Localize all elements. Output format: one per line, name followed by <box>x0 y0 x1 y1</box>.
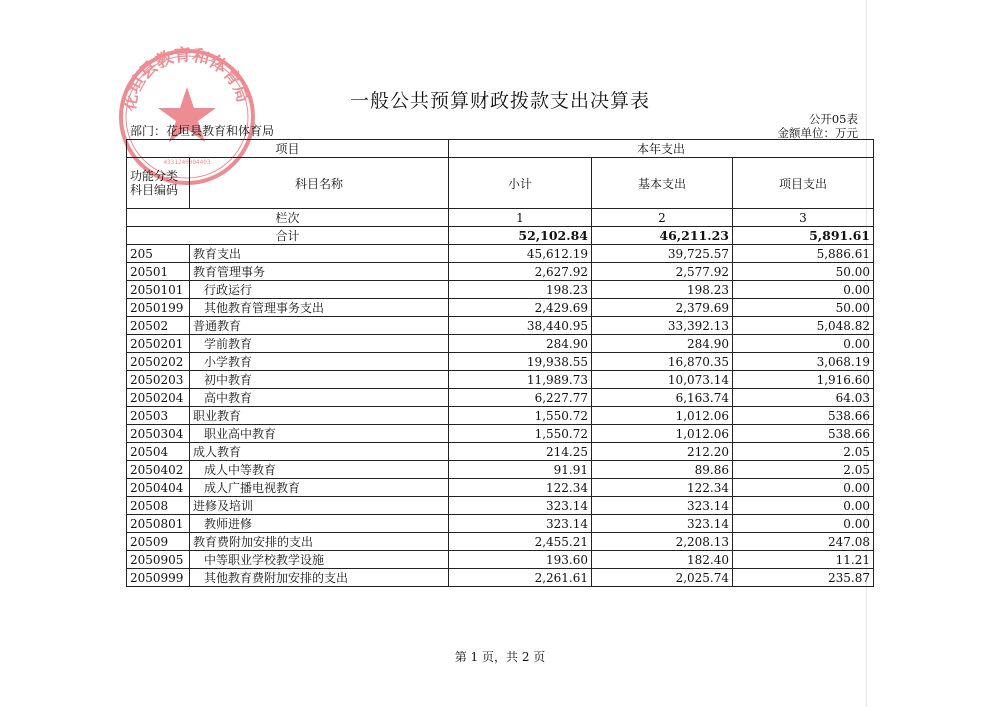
row-subtotal: 284.90 <box>449 335 592 353</box>
total-project: 5,891.61 <box>733 227 874 245</box>
header-func-code-line2: 科目编码 <box>130 183 179 197</box>
page-footer: 第 1 页，共 2 页 <box>454 650 546 664</box>
header-item: 项目 <box>127 140 449 158</box>
row-project: 2.05 <box>733 443 874 461</box>
row-subtotal: 2,429.69 <box>449 299 592 317</box>
table-row <box>127 515 874 533</box>
row-code: 20503 <box>127 407 190 425</box>
row-project: 64.03 <box>733 389 874 407</box>
row-subtotal: 91.91 <box>449 461 592 479</box>
row-project: 0.00 <box>733 515 874 533</box>
row-name: 教育管理事务 <box>190 263 449 281</box>
row-project: 235.87 <box>733 569 874 587</box>
row-subtotal: 6,227.77 <box>449 389 592 407</box>
row-basic: 2,577.92 <box>592 263 733 281</box>
header-project: 项目支出 <box>733 158 874 209</box>
row-basic: 39,725.57 <box>592 245 733 263</box>
header-basic: 基本支出 <box>592 158 733 209</box>
table-row <box>127 425 874 443</box>
row-subtotal: 122.34 <box>449 479 592 497</box>
row-project: 0.00 <box>733 281 874 299</box>
row-name: 进修及培训 <box>190 497 449 515</box>
row-code: 2050402 <box>127 461 190 479</box>
header-subtotal: 小计 <box>449 158 592 209</box>
row-code: 2050905 <box>127 551 190 569</box>
row-project: 247.08 <box>733 533 874 551</box>
row-name: 初中教育 <box>190 371 449 389</box>
department-label: 部门：花垣县教育和体育局 <box>130 124 275 138</box>
row-basic: 1,012.06 <box>592 407 733 425</box>
row-project: 538.66 <box>733 425 874 443</box>
row-subtotal: 323.14 <box>449 515 592 533</box>
header-subject-name: 科目名称 <box>190 158 449 209</box>
row-basic: 6,163.74 <box>592 389 733 407</box>
row-subtotal: 11,989.73 <box>449 371 592 389</box>
row-subtotal: 1,550.72 <box>449 407 592 425</box>
row-name: 中等职业学校教学设施 <box>190 551 449 569</box>
row-name: 成人教育 <box>190 443 449 461</box>
row-name: 行政运行 <box>190 281 449 299</box>
row-code: 2050199 <box>127 299 190 317</box>
table-row <box>127 479 874 497</box>
row-subtotal: 193.60 <box>449 551 592 569</box>
row-code: 20501 <box>127 263 190 281</box>
header-current-year: 本年支出 <box>449 140 874 158</box>
form-meta <box>778 112 859 140</box>
table-row <box>127 335 874 353</box>
row-subtotal: 198.23 <box>449 281 592 299</box>
row-project: 0.00 <box>733 497 874 515</box>
expenditure-table <box>126 139 874 587</box>
row-basic: 212.20 <box>592 443 733 461</box>
row-name: 小学教育 <box>190 353 449 371</box>
row-subtotal: 2,261.61 <box>449 569 592 587</box>
row-subtotal: 214.25 <box>449 443 592 461</box>
row-basic: 89.86 <box>592 461 733 479</box>
row-basic: 284.90 <box>592 335 733 353</box>
table-row <box>127 389 874 407</box>
row-subtotal: 323.14 <box>449 497 592 515</box>
row-subtotal: 2,627.92 <box>449 263 592 281</box>
row-name: 成人广播电视教育 <box>190 479 449 497</box>
table-row <box>127 497 874 515</box>
total-label: 合计 <box>127 227 449 245</box>
row-project: 50.00 <box>733 263 874 281</box>
row-name: 其他教育管理事务支出 <box>190 299 449 317</box>
form-number: 公开05表 <box>808 112 858 126</box>
table-row <box>127 533 874 551</box>
total-subtotal: 52,102.84 <box>449 227 592 245</box>
table-row <box>127 281 874 299</box>
table-row <box>127 407 874 425</box>
row-name: 教师进修 <box>190 515 449 533</box>
row-code: 2050101 <box>127 281 190 299</box>
row-code: 20509 <box>127 533 190 551</box>
row-basic: 198.23 <box>592 281 733 299</box>
svg-text:花垣县教育和体育局: 花垣县教育和体育局 <box>119 45 254 113</box>
table-row <box>127 551 874 569</box>
row-name: 职业教育 <box>190 407 449 425</box>
row-basic: 122.34 <box>592 479 733 497</box>
row-code: 2050304 <box>127 425 190 443</box>
table-row <box>127 353 874 371</box>
row-code: 20508 <box>127 497 190 515</box>
row-project: 0.00 <box>733 479 874 497</box>
amount-unit: 金额单位：万元 <box>777 126 858 140</box>
row-project: 5,048.82 <box>733 317 874 335</box>
row-project: 2.05 <box>733 461 874 479</box>
row-subtotal: 1,550.72 <box>449 425 592 443</box>
row-code: 2050801 <box>127 515 190 533</box>
row-code: 2050404 <box>127 479 190 497</box>
row-code: 2050201 <box>127 335 190 353</box>
total-basic: 46,211.23 <box>592 227 733 245</box>
row-project: 50.00 <box>733 299 874 317</box>
row-code: 2050204 <box>127 389 190 407</box>
table-row <box>127 317 874 335</box>
row-basic: 33,392.13 <box>592 317 733 335</box>
row-subtotal: 19,938.55 <box>449 353 592 371</box>
table-row <box>127 299 874 317</box>
row-project: 1,916.60 <box>733 371 874 389</box>
row-name: 学前教育 <box>190 335 449 353</box>
row-basic: 1,012.06 <box>592 425 733 443</box>
row-subtotal: 45,612.19 <box>449 245 592 263</box>
row-project: 3,068.19 <box>733 353 874 371</box>
row-name: 其他教育费附加安排的支出 <box>190 569 449 587</box>
row-code: 20504 <box>127 443 190 461</box>
row-name: 教育费附加安排的支出 <box>190 533 449 551</box>
row-subtotal: 38,440.95 <box>449 317 592 335</box>
row-code: 2050999 <box>127 569 190 587</box>
row-code: 205 <box>127 245 190 263</box>
row-basic: 2,379.69 <box>592 299 733 317</box>
header-func-code <box>127 158 190 209</box>
table-row <box>127 461 874 479</box>
row-project: 11.21 <box>733 551 874 569</box>
row-project: 538.66 <box>733 407 874 425</box>
row-basic: 182.40 <box>592 551 733 569</box>
row-project: 5,886.61 <box>733 245 874 263</box>
column-no-1: 1 <box>449 209 592 227</box>
row-name: 高中教育 <box>190 389 449 407</box>
row-name: 教育支出 <box>190 245 449 263</box>
column-no-3: 3 <box>733 209 874 227</box>
page-title: 一般公共预算财政拨款支出决算表 <box>349 90 650 112</box>
row-basic: 323.14 <box>592 515 733 533</box>
table-row <box>127 569 874 587</box>
table-row <box>127 263 874 281</box>
row-name: 普通教育 <box>190 317 449 335</box>
row-code: 2050203 <box>127 371 190 389</box>
header-column-no: 栏次 <box>127 209 449 227</box>
row-basic: 16,870.35 <box>592 353 733 371</box>
row-basic: 2,208.13 <box>592 533 733 551</box>
row-code: 2050202 <box>127 353 190 371</box>
row-basic: 323.14 <box>592 497 733 515</box>
svg-text:4331240004403: 4331240004403 <box>163 159 211 166</box>
column-no-2: 2 <box>592 209 733 227</box>
row-project: 0.00 <box>733 335 874 353</box>
row-name: 职业高中教育 <box>190 425 449 443</box>
row-basic: 10,073.14 <box>592 371 733 389</box>
table-row <box>127 443 874 461</box>
header-func-code-line1: 功能分类 <box>130 169 179 183</box>
table-row <box>127 371 874 389</box>
row-basic: 2,025.74 <box>592 569 733 587</box>
row-subtotal: 2,455.21 <box>449 533 592 551</box>
table-row <box>127 245 874 263</box>
row-name: 成人中等教育 <box>190 461 449 479</box>
row-code: 20502 <box>127 317 190 335</box>
